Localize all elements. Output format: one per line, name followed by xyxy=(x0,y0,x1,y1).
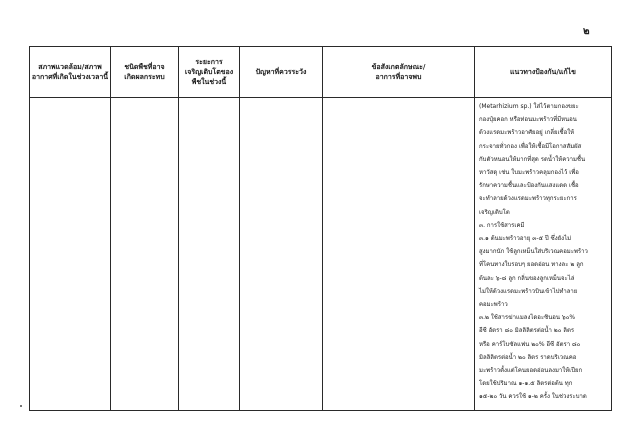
table-row xyxy=(30,98,612,411)
guidance-cell xyxy=(475,98,612,411)
advisory-table xyxy=(29,46,612,411)
guidance-line: ที่โคนทางใบรอบๆ ยอดอ่อน ทางละ ๒ ลูก xyxy=(479,261,584,269)
guidance-line: โดยใช้ปริมาณ ๑-๑.๕ ลิตรต่อต้น ทุก xyxy=(479,380,573,388)
guidance-line: ๓.๒ ใช้สารฆ่าแมลงไดอะซินอน ๖๐% xyxy=(479,314,576,322)
header-problem-line-1: ปัญหาที่ควรระวัง xyxy=(255,67,307,76)
header-guidance xyxy=(475,47,612,98)
guidance-line: (Metarhizium sp.) ใส่ไว้ตามกองขยะ xyxy=(479,103,579,110)
header-environment-line-1: สภาพแวดล้อม/สภาพ xyxy=(38,62,102,71)
guidance-line: ๓. การใช้สารเคมี xyxy=(479,221,525,229)
header-environment xyxy=(30,47,111,98)
guidance-line: ไม่ให้ด้วงแรดมะพร้าวบินเข้าไปทำลาย xyxy=(479,287,578,295)
guidance-line: เจริญเติบโต xyxy=(479,208,510,216)
header-growth-stage-line-2: เจริญเติบโตของ xyxy=(184,67,234,76)
header-crop-type xyxy=(111,47,179,98)
header-environment-line-2: อากาศที่เกิดในช่วงเวลานี้ xyxy=(31,73,109,81)
header-crop-type-line-1: ชนิดพืชที่อาจ xyxy=(124,62,165,71)
scan-speck xyxy=(20,405,22,407)
guidance-line: มิลลิลิตรต่อน้ำ ๒๐ ลิตร ราดบริเวณคอ xyxy=(479,353,577,361)
header-symptoms xyxy=(323,47,475,98)
header-growth-stage xyxy=(179,47,240,98)
header-crop-type-line-2: เกิดผลกระทบ xyxy=(124,73,165,81)
guidance-line: รักษาความชื้นและป้องกันแสงแดด เชื้อ xyxy=(479,182,579,190)
guidance-line: หรือ คาร์โบซัลแฟน ๒๐% อีซี อัตรา ๘๐ xyxy=(479,340,581,348)
problem-cell xyxy=(240,98,323,411)
guidance-line: ๑๕-๒๐ วัน ควรใช้ ๑-๒ ครั้ง ในช่วงระบาด xyxy=(479,393,587,401)
guidance-line: ๓.๑ ต้นมะพร้าวอายุ ๓-๕ ปี ซึ่งยังไม่ xyxy=(479,235,572,243)
guidance-line: คอมะพร้าว xyxy=(479,301,508,309)
header-growth-stage-line-3: พืชในช่วงนี้ xyxy=(191,78,227,87)
header-guidance-line-1: แนวทางป้องกัน/แก้ไข xyxy=(510,67,576,76)
page-number: ๒ xyxy=(583,26,590,37)
header-problem xyxy=(240,47,323,98)
header-symptoms-line-1: ข้อสังเกตลักษณะ/ xyxy=(371,62,426,71)
environment-cell xyxy=(30,98,111,411)
table-header-row xyxy=(30,47,612,98)
guidance-line: มะพร้าวตั้งแต่โคนยอดอ่อนลงมาให้เปียก xyxy=(479,367,583,375)
growth-stage-cell xyxy=(179,98,240,411)
header-growth-stage-line-1: ระยะการ xyxy=(195,57,223,66)
guidance-line: สูงมากนัก ใช้ลูกเหม็นใส่บริเวณคอมะพร้าว xyxy=(479,248,588,256)
guidance-line: อีซี อัตรา ๘๐ มิลลิลิตรต่อน้ำ ๒๐ ลิตร xyxy=(479,327,575,335)
guidance-line: กับตัวหนอนให้มากที่สุด รดน้ำให้ความชื้น xyxy=(479,155,586,163)
guidance-line: กระจายทั่วกอง เพื่อให้เชื้อมีโอกาสสัมผัส xyxy=(479,142,582,150)
guidance-line: กองปุ๋ยคอก หรือท่อนมะพร้าวที่มีหนอน xyxy=(479,116,577,124)
guidance-line: หาวัสดุ เช่น ใบมะพร้าวคลุมกองไว้ เพื่อ xyxy=(479,169,579,177)
guidance-line: จะทำลายด้วงแรดมะพร้าวทุกระยะการ xyxy=(479,195,577,203)
guidance-line: ต้นละ ๖-๘ ลูก กลิ่นของลูกเหม็นจะไล่ xyxy=(479,274,575,282)
guidance-line: ด้วงแรดมะพร้าวอาศัยอยู่ เกลี่ยเชื้อให้ xyxy=(479,129,575,137)
header-symptoms-line-2: อาการที่อาจพบ xyxy=(375,73,422,81)
symptoms-cell xyxy=(323,98,475,411)
crop-type-cell xyxy=(111,98,179,411)
